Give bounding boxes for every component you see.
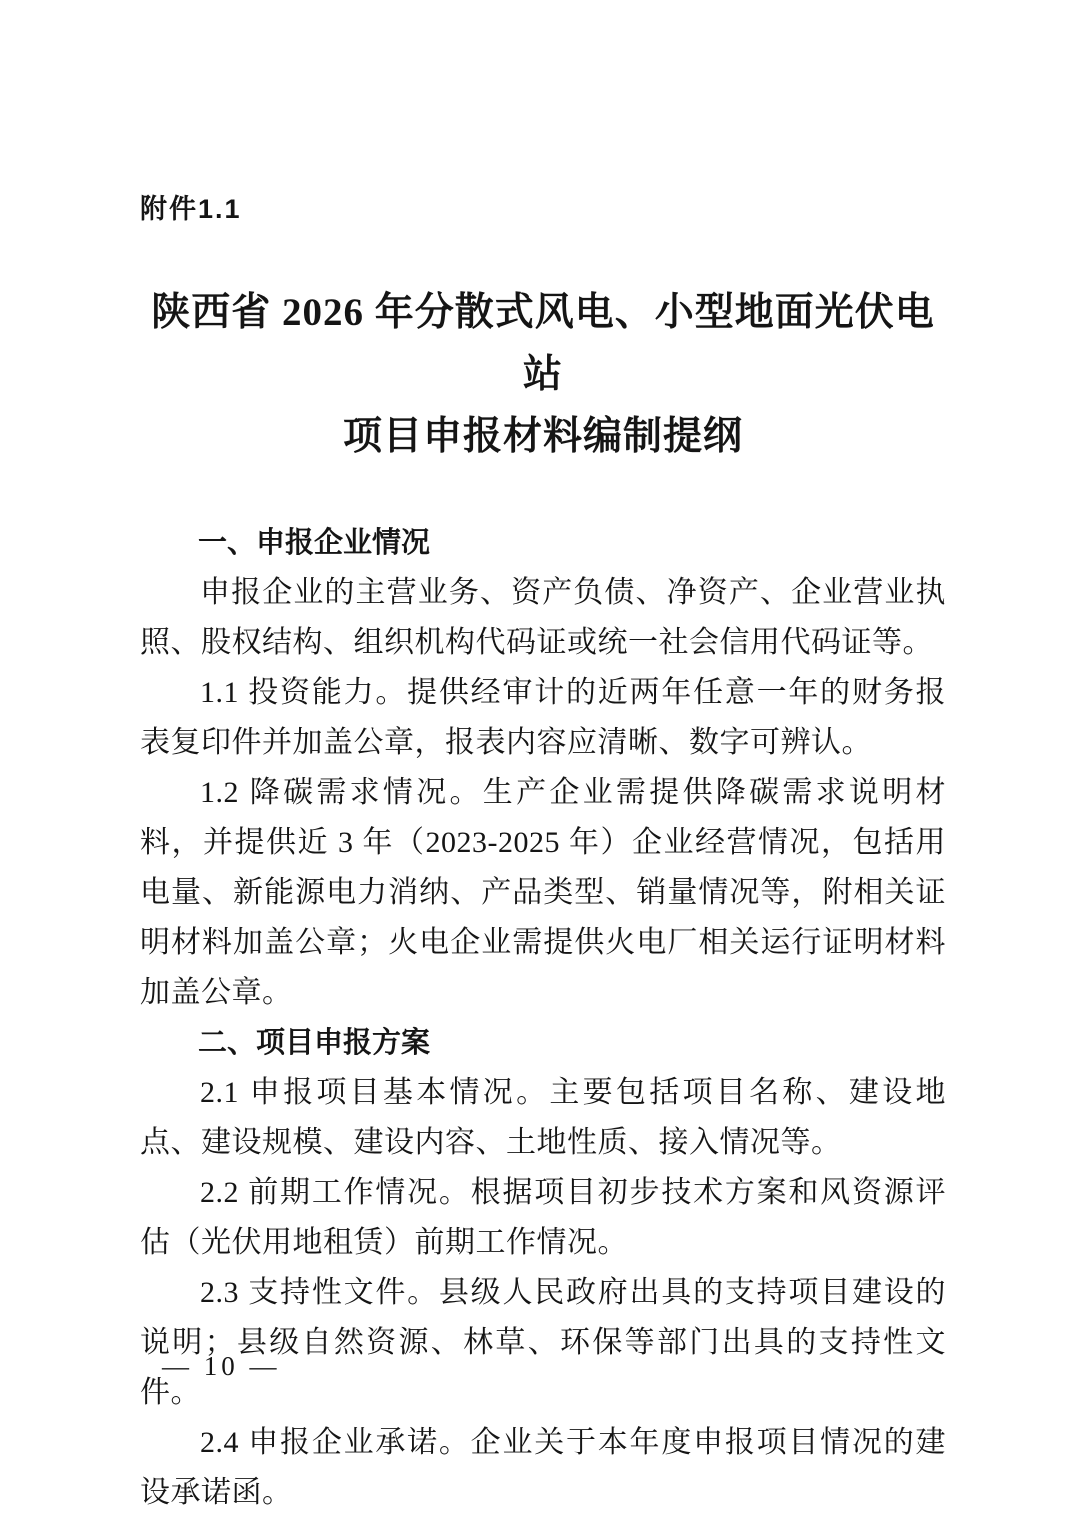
page-number: — 10 —: [162, 1351, 281, 1381]
paragraph: 2.1 申报项目基本情况。主要包括项目名称、建设地点、建设规模、建设内容、土地性质、接入情况等。: [140, 1076, 946, 1159]
document-title-line-1: 陕西省 2026 年分散式风电、小型地面光伏电站: [151, 291, 935, 396]
attachment-label: 附件1.1: [140, 194, 242, 224]
document-title-line-2: 项目申报材料编制提纲: [342, 415, 743, 458]
section-heading-2: 二、项目申报方案: [198, 1027, 431, 1059]
paragraph: 1.1 投资能力。提供经审计的近两年任意一年的财务报表复印件并加盖公章，报表内容应清晰、数字可辨认。: [140, 676, 946, 759]
paragraph: 2.4 申报企业承诺。企业关于本年度申报项目情况的建设承诺函。: [140, 1426, 946, 1509]
paragraph: 1.2 降碳需求情况。生产企业需提供降碳需求说明材料，并提供近 3 年（2023-2025 年）企业经营情况，包括用电量、新能源电力消纳、产品类型、销量情况等，附相关证明材料加盖公章；火电企业需提供火电厂相关运行证明材料加盖公章。: [140, 776, 946, 1009]
paragraph: 2.2 前期工作情况。根据项目初步技术方案和风资源评估（光伏用地租赁）前期工作情况。: [140, 1176, 946, 1259]
paragraph: 2.3 支持性文件。县级人民政府出具的支持项目建设的说明；县级自然资源、林草、环保等部门出具的支持性文件。: [140, 1276, 946, 1409]
document-title: [140, 282, 946, 468]
paragraph: 申报企业的主营业务、资产负债、净资产、企业营业执照、股权结构、组织机构代码证或统一社会信用代码证等。: [140, 576, 946, 659]
section-heading-1: 一、申报企业情况: [198, 527, 431, 559]
